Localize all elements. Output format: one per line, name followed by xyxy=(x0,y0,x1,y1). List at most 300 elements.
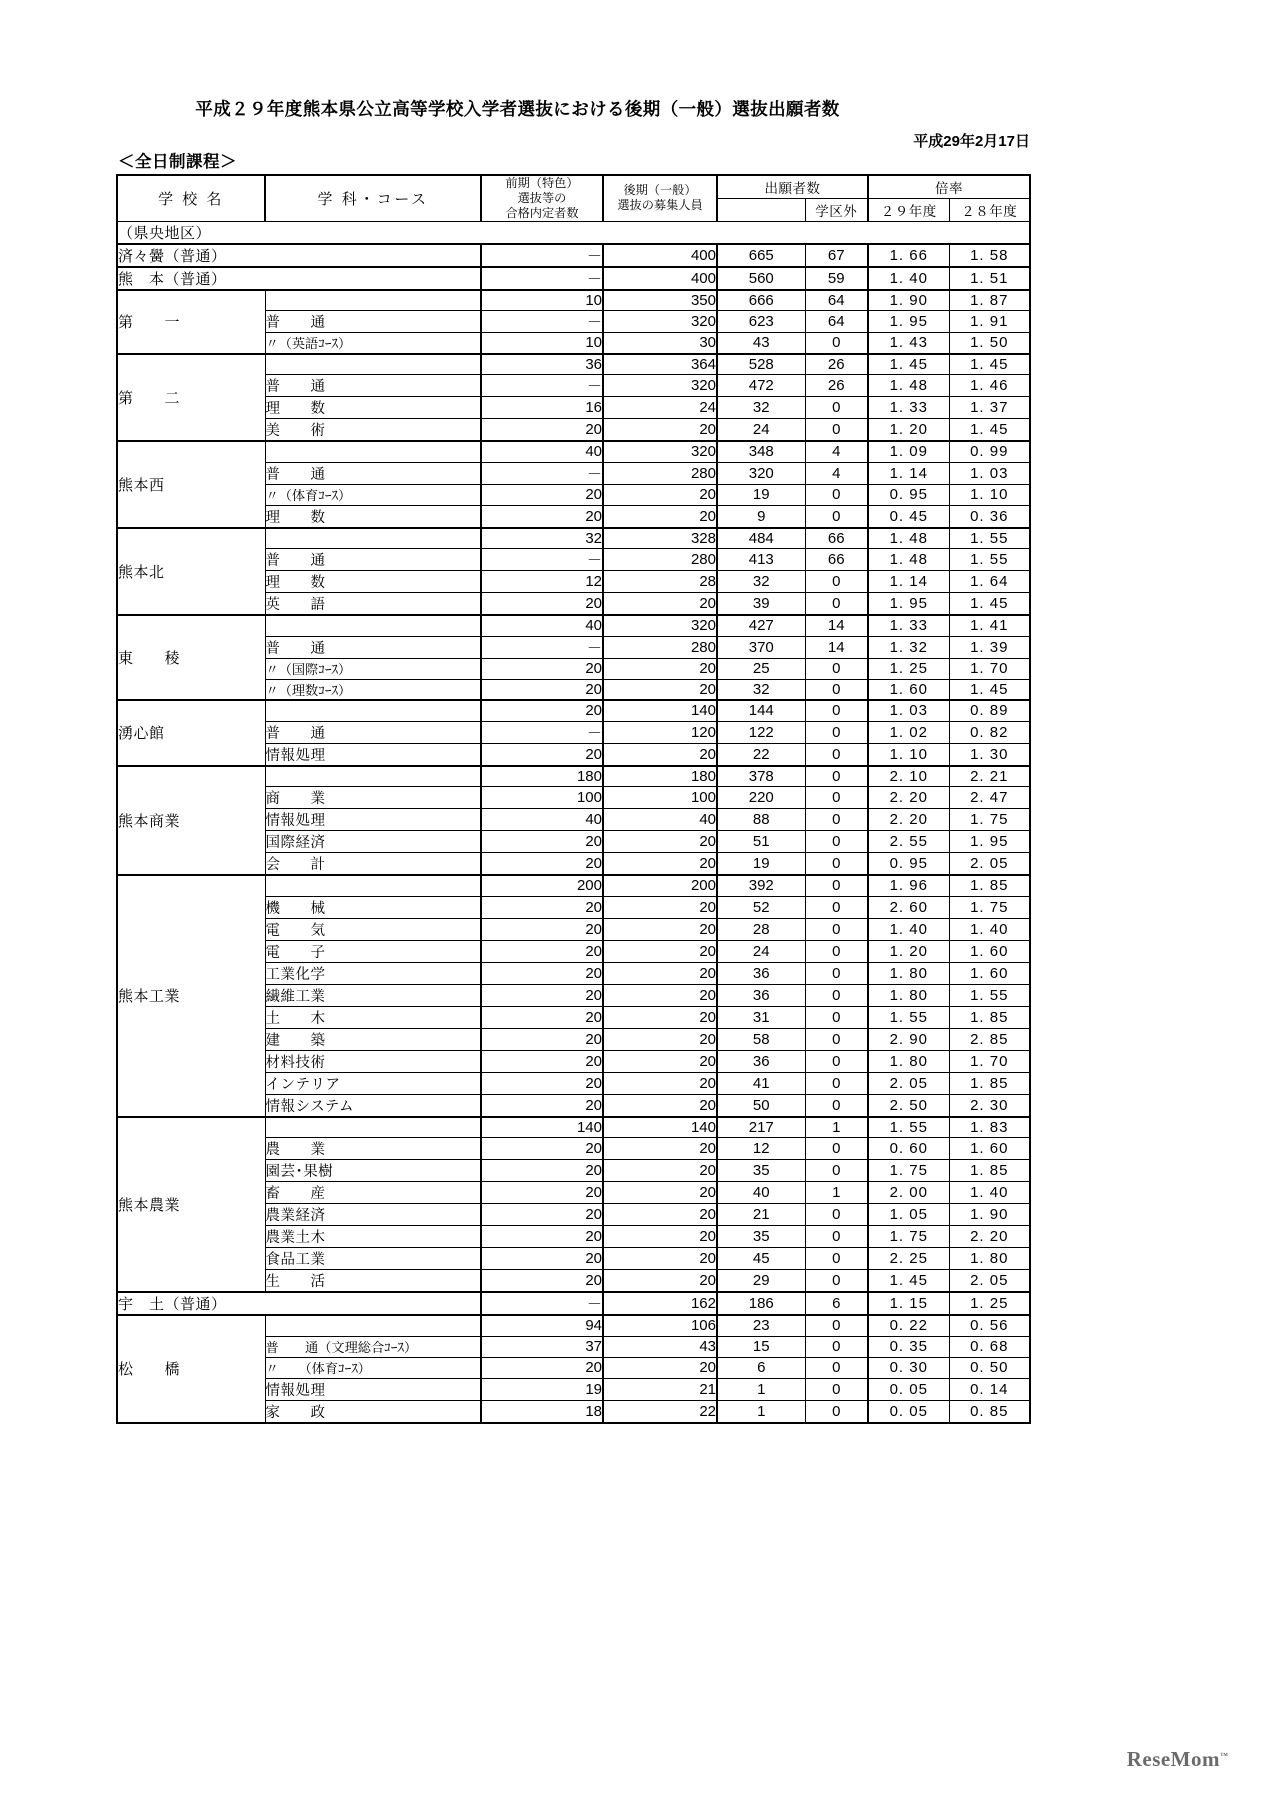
ratio-29-cell: 2. 55 xyxy=(868,831,949,853)
applicants-total-cell: 32 xyxy=(717,397,805,419)
zenki-quota-cell: 20 xyxy=(481,940,603,962)
zenki-quota-cell: 20 xyxy=(481,1226,603,1248)
table-row xyxy=(117,290,1030,311)
zenki-quota-cell: 20 xyxy=(481,1072,603,1094)
ratio-29-cell: 1. 45 xyxy=(868,354,949,375)
ratio-28-cell: 2. 20 xyxy=(949,1226,1030,1248)
out-of-district-cell: 64 xyxy=(805,290,868,311)
ratio-29-cell: 1. 75 xyxy=(868,1160,949,1182)
header-kouki-line2: 選抜の募集人員 xyxy=(617,198,703,213)
kouki-quota-cell: 280 xyxy=(603,549,717,571)
course-cell: 普 通 xyxy=(265,462,481,484)
kouki-quota-cell: 20 xyxy=(603,1028,717,1050)
applicants-total-cell: 29 xyxy=(717,1270,805,1293)
ratio-29-cell: 1. 15 xyxy=(868,1292,949,1315)
course-cell: 食品工業 xyxy=(265,1248,481,1270)
ratio-29-cell: 1. 20 xyxy=(868,419,949,442)
zenki-quota-cell: 20 xyxy=(481,679,603,700)
course-cell: 英 語 xyxy=(265,593,481,616)
ratio-29-cell: 0. 45 xyxy=(868,505,949,528)
school-name-cell: 熊本商業 xyxy=(117,766,265,876)
ratio-29-cell: 2. 60 xyxy=(868,896,949,918)
kouki-quota-cell: 20 xyxy=(603,831,717,853)
out-of-district-cell: 0 xyxy=(805,962,868,984)
kouki-quota-cell: 20 xyxy=(603,1182,717,1204)
applicants-total-cell: 220 xyxy=(717,787,805,809)
ratio-28-cell: 1. 95 xyxy=(949,831,1030,853)
table-row xyxy=(117,441,1030,462)
ratio-29-cell: 1. 80 xyxy=(868,984,949,1006)
ratio-29-cell: 1. 03 xyxy=(868,700,949,721)
zenki-quota-cell: － xyxy=(481,549,603,571)
out-of-district-cell: 0 xyxy=(805,1050,868,1072)
applicants-total-cell: 25 xyxy=(717,658,805,679)
out-of-district-cell: 59 xyxy=(805,267,868,290)
out-of-district-cell: 14 xyxy=(805,636,868,658)
course-cell: 農業土木 xyxy=(265,1226,481,1248)
course-cell: 生 活 xyxy=(265,1270,481,1293)
applicants-total-cell: 217 xyxy=(717,1117,805,1138)
zenki-quota-cell: 37 xyxy=(481,1336,603,1357)
ratio-28-cell: 1. 45 xyxy=(949,354,1030,375)
course-cell: 理 数 xyxy=(265,505,481,528)
kouki-quota-cell: 280 xyxy=(603,636,717,658)
kouki-quota-cell: 22 xyxy=(603,1400,717,1423)
zenki-quota-cell: 20 xyxy=(481,1050,603,1072)
ratio-28-cell: 1. 55 xyxy=(949,984,1030,1006)
header-out-of-district: 学区外 xyxy=(805,198,868,221)
out-of-district-cell: 0 xyxy=(805,1248,868,1270)
zenki-quota-cell: 20 xyxy=(481,593,603,616)
course-cell: 建 築 xyxy=(265,1028,481,1050)
ratio-28-cell: 1. 10 xyxy=(949,484,1030,505)
applicants-total-cell: 122 xyxy=(717,721,805,743)
out-of-district-cell: 0 xyxy=(805,397,868,419)
zenki-quota-cell: 10 xyxy=(481,333,603,354)
out-of-district-cell: 0 xyxy=(805,721,868,743)
school-name-cell: 済々黌（普通） xyxy=(117,244,481,267)
kouki-quota-cell: 280 xyxy=(603,462,717,484)
zenki-quota-cell: 32 xyxy=(481,528,603,549)
header-course: 学 科・コース xyxy=(265,175,481,221)
ratio-28-cell: 0. 68 xyxy=(949,1336,1030,1357)
applicants-total-cell: 19 xyxy=(717,484,805,505)
ratio-29-cell: 1. 40 xyxy=(868,918,949,940)
out-of-district-cell: 0 xyxy=(805,679,868,700)
course-cell xyxy=(265,615,481,636)
header-kouki-quota xyxy=(603,175,717,221)
kouki-quota-cell: 180 xyxy=(603,766,717,787)
zenki-quota-cell: 20 xyxy=(481,1094,603,1117)
zenki-quota-cell: 200 xyxy=(481,875,603,896)
course-cell: 〃 （体育ｺｰｽ） xyxy=(265,1357,481,1378)
kouki-quota-cell: 20 xyxy=(603,505,717,528)
course-cell: 美 術 xyxy=(265,419,481,442)
applicants-total-cell: 32 xyxy=(717,571,805,593)
applicants-total-cell: 35 xyxy=(717,1160,805,1182)
ratio-28-cell: 1. 70 xyxy=(949,1050,1030,1072)
document-date: 平成29年2月17日 xyxy=(913,133,1030,150)
kouki-quota-cell: 24 xyxy=(603,397,717,419)
ratio-29-cell: 0. 05 xyxy=(868,1378,949,1400)
course-cell: 工業化学 xyxy=(265,962,481,984)
applicants-total-cell: 413 xyxy=(717,549,805,571)
applicants-total-cell: 9 xyxy=(717,505,805,528)
out-of-district-cell: 0 xyxy=(805,940,868,962)
ratio-28-cell: 2. 30 xyxy=(949,1094,1030,1117)
ratio-28-cell: 1. 40 xyxy=(949,918,1030,940)
header-kouki-line1: 後期（一般） xyxy=(623,183,697,198)
ratio-29-cell: 2. 05 xyxy=(868,1072,949,1094)
zenki-quota-cell: 20 xyxy=(481,505,603,528)
ratio-29-cell: 1. 14 xyxy=(868,462,949,484)
ratio-28-cell: 1. 25 xyxy=(949,1292,1030,1315)
kouki-quota-cell: 21 xyxy=(603,1378,717,1400)
kouki-quota-cell: 20 xyxy=(603,1072,717,1094)
zenki-quota-cell: 180 xyxy=(481,766,603,787)
applicants-total-cell: 12 xyxy=(717,1138,805,1160)
applicants-total-cell: 472 xyxy=(717,375,805,397)
zenki-quota-cell: 36 xyxy=(481,354,603,375)
applicants-total-cell: 36 xyxy=(717,962,805,984)
course-cell: 土 木 xyxy=(265,1006,481,1028)
applicants-total-cell: 35 xyxy=(717,1226,805,1248)
zenki-quota-cell: 20 xyxy=(481,484,603,505)
zenki-quota-cell: 12 xyxy=(481,571,603,593)
table-row xyxy=(117,700,1030,721)
resemom-watermark xyxy=(1127,1747,1228,1772)
out-of-district-cell: 0 xyxy=(805,484,868,505)
course-cell: 国際経済 xyxy=(265,831,481,853)
ratio-28-cell: 1. 85 xyxy=(949,1006,1030,1028)
applicants-total-cell: 24 xyxy=(717,940,805,962)
applicants-total-cell: 528 xyxy=(717,354,805,375)
out-of-district-cell: 67 xyxy=(805,244,868,267)
ratio-28-cell: 1. 45 xyxy=(949,593,1030,616)
zenki-quota-cell: － xyxy=(481,267,603,290)
kouki-quota-cell: 20 xyxy=(603,484,717,505)
kouki-quota-cell: 320 xyxy=(603,615,717,636)
kouki-quota-cell: 320 xyxy=(603,441,717,462)
ratio-28-cell: 1. 91 xyxy=(949,311,1030,333)
zenki-quota-cell: 40 xyxy=(481,615,603,636)
kouki-quota-cell: 20 xyxy=(603,679,717,700)
out-of-district-cell: 0 xyxy=(805,1270,868,1293)
applicants-total-cell: 52 xyxy=(717,896,805,918)
course-cell: 商 業 xyxy=(265,787,481,809)
kouki-quota-cell: 20 xyxy=(603,1357,717,1378)
applicants-total-cell: 666 xyxy=(717,290,805,311)
applicants-total-cell: 144 xyxy=(717,700,805,721)
ratio-28-cell: 0. 36 xyxy=(949,505,1030,528)
school-name-cell: 熊本西 xyxy=(117,441,265,528)
zenki-quota-cell: 20 xyxy=(481,743,603,766)
header-applicants-total-blank xyxy=(717,198,805,221)
table-row xyxy=(117,354,1030,375)
table-row xyxy=(117,1315,1030,1336)
out-of-district-cell: 66 xyxy=(805,549,868,571)
kouki-quota-cell: 20 xyxy=(603,962,717,984)
kouki-quota-cell: 20 xyxy=(603,1270,717,1293)
course-cell xyxy=(265,875,481,896)
applicants-total-cell: 28 xyxy=(717,918,805,940)
zenki-quota-cell: 40 xyxy=(481,441,603,462)
course-cell: 普 通 xyxy=(265,311,481,333)
ratio-29-cell: 0. 95 xyxy=(868,853,949,876)
ratio-29-cell: 1. 05 xyxy=(868,1204,949,1226)
kouki-quota-cell: 364 xyxy=(603,354,717,375)
table-row xyxy=(117,615,1030,636)
school-name-cell: 熊本農業 xyxy=(117,1117,265,1293)
kouki-quota-cell: 400 xyxy=(603,267,717,290)
school-name-cell: 熊本工業 xyxy=(117,875,265,1117)
ratio-29-cell: 0. 35 xyxy=(868,1336,949,1357)
applicants-total-cell: 348 xyxy=(717,441,805,462)
table-row xyxy=(117,1292,1030,1315)
table-row xyxy=(117,244,1030,267)
zenki-quota-cell: 20 xyxy=(481,419,603,442)
kouki-quota-cell: 106 xyxy=(603,1315,717,1336)
ratio-28-cell: 1. 64 xyxy=(949,571,1030,593)
course-cell: 家 政 xyxy=(265,1400,481,1423)
ratio-29-cell: 1. 95 xyxy=(868,311,949,333)
zenki-quota-cell: － xyxy=(481,1292,603,1315)
header-zenki-quota xyxy=(481,175,603,221)
applicants-total-cell: 370 xyxy=(717,636,805,658)
ratio-29-cell: 1. 20 xyxy=(868,940,949,962)
course-cell: 普 通 xyxy=(265,375,481,397)
ratio-29-cell: 0. 60 xyxy=(868,1138,949,1160)
watermark-text: ReseMom xyxy=(1126,1747,1220,1771)
ratio-29-cell: 1. 02 xyxy=(868,721,949,743)
zenki-quota-cell: 20 xyxy=(481,1204,603,1226)
out-of-district-cell: 0 xyxy=(805,700,868,721)
applicants-total-cell: 378 xyxy=(717,766,805,787)
ratio-28-cell: 1. 45 xyxy=(949,419,1030,442)
ratio-29-cell: 2. 00 xyxy=(868,1182,949,1204)
ratio-28-cell: 2. 21 xyxy=(949,766,1030,787)
ratio-29-cell: 1. 14 xyxy=(868,571,949,593)
course-cell: 理 数 xyxy=(265,571,481,593)
ratio-28-cell: 0. 14 xyxy=(949,1378,1030,1400)
course-cell: 電 気 xyxy=(265,918,481,940)
ratio-29-cell: 1. 48 xyxy=(868,375,949,397)
header-zenki-line3: 合格内定者数 xyxy=(505,205,579,220)
out-of-district-cell: 0 xyxy=(805,766,868,787)
ratio-28-cell: 2. 05 xyxy=(949,1270,1030,1293)
out-of-district-cell: 0 xyxy=(805,1204,868,1226)
kouki-quota-cell: 20 xyxy=(603,419,717,442)
header-ratio-28: ２８年度 xyxy=(949,198,1030,221)
out-of-district-cell: 14 xyxy=(805,615,868,636)
out-of-district-cell: 0 xyxy=(805,1378,868,1400)
out-of-district-cell: 0 xyxy=(805,1160,868,1182)
kouki-quota-cell: 328 xyxy=(603,528,717,549)
course-cell xyxy=(265,290,481,311)
ratio-28-cell: 1. 90 xyxy=(949,1204,1030,1226)
zenki-quota-cell: 20 xyxy=(481,1270,603,1293)
school-name-cell: 第 二 xyxy=(117,354,265,442)
zenki-quota-cell: 20 xyxy=(481,1357,603,1378)
applicants-total-cell: 31 xyxy=(717,1006,805,1028)
applicants-total-cell: 15 xyxy=(717,1336,805,1357)
course-cell xyxy=(265,528,481,549)
ratio-29-cell: 1. 60 xyxy=(868,679,949,700)
ratio-29-cell: 0. 05 xyxy=(868,1400,949,1423)
applicants-table-wrapper xyxy=(116,174,1029,1424)
kouki-quota-cell: 20 xyxy=(603,1050,717,1072)
ratio-29-cell: 1. 66 xyxy=(868,244,949,267)
ratio-28-cell: 1. 83 xyxy=(949,1117,1030,1138)
course-cell: 園芸･果樹 xyxy=(265,1160,481,1182)
course-type-label: ＜全日制課程＞ xyxy=(118,153,237,171)
ratio-29-cell: 1. 55 xyxy=(868,1006,949,1028)
kouki-quota-cell: 28 xyxy=(603,571,717,593)
ratio-29-cell: 1. 10 xyxy=(868,743,949,766)
course-cell: 〃（体育ｺｰｽ） xyxy=(265,484,481,505)
applicants-total-cell: 1 xyxy=(717,1378,805,1400)
applicants-total-cell: 186 xyxy=(717,1292,805,1315)
out-of-district-cell: 0 xyxy=(805,1400,868,1423)
course-cell: 機 械 xyxy=(265,896,481,918)
applicants-total-cell: 392 xyxy=(717,875,805,896)
ratio-29-cell: 1. 75 xyxy=(868,1226,949,1248)
zenki-quota-cell: 20 xyxy=(481,853,603,876)
ratio-29-cell: 1. 55 xyxy=(868,1117,949,1138)
ratio-29-cell: 1. 25 xyxy=(868,658,949,679)
zenki-quota-cell: 18 xyxy=(481,1400,603,1423)
kouki-quota-cell: 140 xyxy=(603,1117,717,1138)
zenki-quota-cell: 20 xyxy=(481,918,603,940)
out-of-district-cell: 0 xyxy=(805,1028,868,1050)
kouki-quota-cell: 20 xyxy=(603,940,717,962)
kouki-quota-cell: 400 xyxy=(603,244,717,267)
zenki-quota-cell: 19 xyxy=(481,1378,603,1400)
ratio-29-cell: 1. 90 xyxy=(868,290,949,311)
zenki-quota-cell: 20 xyxy=(481,1248,603,1270)
course-cell: 情報処理 xyxy=(265,743,481,766)
school-name-cell: 松 橋 xyxy=(117,1315,265,1423)
kouki-quota-cell: 43 xyxy=(603,1336,717,1357)
school-name-cell: 熊 本（普通） xyxy=(117,267,481,290)
zenki-quota-cell: 20 xyxy=(481,1160,603,1182)
ratio-29-cell: 0. 95 xyxy=(868,484,949,505)
out-of-district-cell: 0 xyxy=(805,1094,868,1117)
out-of-district-cell: 4 xyxy=(805,462,868,484)
zenki-quota-cell: 20 xyxy=(481,1006,603,1028)
header-school-name: 学 校 名 xyxy=(117,175,265,221)
kouki-quota-cell: 350 xyxy=(603,290,717,311)
table-row xyxy=(117,766,1030,787)
applicants-total-cell: 88 xyxy=(717,809,805,831)
ratio-28-cell: 1. 60 xyxy=(949,962,1030,984)
region-label: （県央地区） xyxy=(117,221,1030,244)
kouki-quota-cell: 140 xyxy=(603,700,717,721)
course-cell: 〃（英語ｺｰｽ） xyxy=(265,333,481,354)
course-cell: 農業経済 xyxy=(265,1204,481,1226)
zenki-quota-cell: － xyxy=(481,375,603,397)
ratio-28-cell: 1. 30 xyxy=(949,743,1030,766)
kouki-quota-cell: 120 xyxy=(603,721,717,743)
header-ratio: 倍率 xyxy=(868,175,1030,198)
out-of-district-cell: 26 xyxy=(805,375,868,397)
kouki-quota-cell: 20 xyxy=(603,1094,717,1117)
zenki-quota-cell: － xyxy=(481,462,603,484)
school-name-cell: 第 一 xyxy=(117,290,265,354)
applicants-total-cell: 51 xyxy=(717,831,805,853)
applicants-total-cell: 36 xyxy=(717,1050,805,1072)
table-header xyxy=(117,175,1030,221)
out-of-district-cell: 0 xyxy=(805,505,868,528)
course-cell: 普 通 xyxy=(265,721,481,743)
out-of-district-cell: 1 xyxy=(805,1117,868,1138)
table-row xyxy=(117,528,1030,549)
ratio-29-cell: 2. 20 xyxy=(868,809,949,831)
page-title: 平成２９年度熊本県公立高等学校入学者選抜における後期（一般）選抜出願者数 xyxy=(195,99,840,119)
zenki-quota-cell: 20 xyxy=(481,831,603,853)
course-cell xyxy=(265,700,481,721)
ratio-29-cell: 0. 22 xyxy=(868,1315,949,1336)
out-of-district-cell: 1 xyxy=(805,1182,868,1204)
out-of-district-cell: 0 xyxy=(805,1072,868,1094)
kouki-quota-cell: 20 xyxy=(603,743,717,766)
ratio-29-cell: 2. 10 xyxy=(868,766,949,787)
ratio-29-cell: 1. 09 xyxy=(868,441,949,462)
kouki-quota-cell: 20 xyxy=(603,896,717,918)
ratio-29-cell: 1. 33 xyxy=(868,615,949,636)
course-cell: 普 通 xyxy=(265,636,481,658)
kouki-quota-cell: 320 xyxy=(603,311,717,333)
ratio-28-cell: 0. 50 xyxy=(949,1357,1030,1378)
ratio-28-cell: 1. 85 xyxy=(949,875,1030,896)
table-body xyxy=(117,221,1030,1423)
ratio-28-cell: 2. 47 xyxy=(949,787,1030,809)
out-of-district-cell: 0 xyxy=(805,896,868,918)
applicants-total-cell: 484 xyxy=(717,528,805,549)
zenki-quota-cell: － xyxy=(481,721,603,743)
out-of-district-cell: 0 xyxy=(805,918,868,940)
ratio-28-cell: 0. 99 xyxy=(949,441,1030,462)
zenki-quota-cell: － xyxy=(481,311,603,333)
course-cell: 材料技術 xyxy=(265,1050,481,1072)
ratio-28-cell: 1. 55 xyxy=(949,528,1030,549)
out-of-district-cell: 0 xyxy=(805,571,868,593)
out-of-district-cell: 0 xyxy=(805,831,868,853)
ratio-28-cell: 1. 85 xyxy=(949,1072,1030,1094)
applicants-total-cell: 19 xyxy=(717,853,805,876)
zenki-quota-cell: 40 xyxy=(481,809,603,831)
region-row xyxy=(117,221,1030,244)
ratio-28-cell: 1. 50 xyxy=(949,333,1030,354)
ratio-29-cell: 1. 33 xyxy=(868,397,949,419)
zenki-quota-cell: 20 xyxy=(481,1182,603,1204)
applicants-total-cell: 32 xyxy=(717,679,805,700)
out-of-district-cell: 0 xyxy=(805,1138,868,1160)
ratio-28-cell: 1. 55 xyxy=(949,549,1030,571)
course-cell: インテリア xyxy=(265,1072,481,1094)
ratio-28-cell: 1. 80 xyxy=(949,1248,1030,1270)
out-of-district-cell: 0 xyxy=(805,419,868,442)
out-of-district-cell: 0 xyxy=(805,1226,868,1248)
school-name-cell: 宇 土（普通） xyxy=(117,1292,481,1315)
course-cell xyxy=(265,766,481,787)
kouki-quota-cell: 20 xyxy=(603,1160,717,1182)
school-name-cell: 湧心館 xyxy=(117,700,265,766)
ratio-29-cell: 2. 90 xyxy=(868,1028,949,1050)
out-of-district-cell: 0 xyxy=(805,984,868,1006)
table-row xyxy=(117,875,1030,896)
out-of-district-cell: 0 xyxy=(805,853,868,876)
